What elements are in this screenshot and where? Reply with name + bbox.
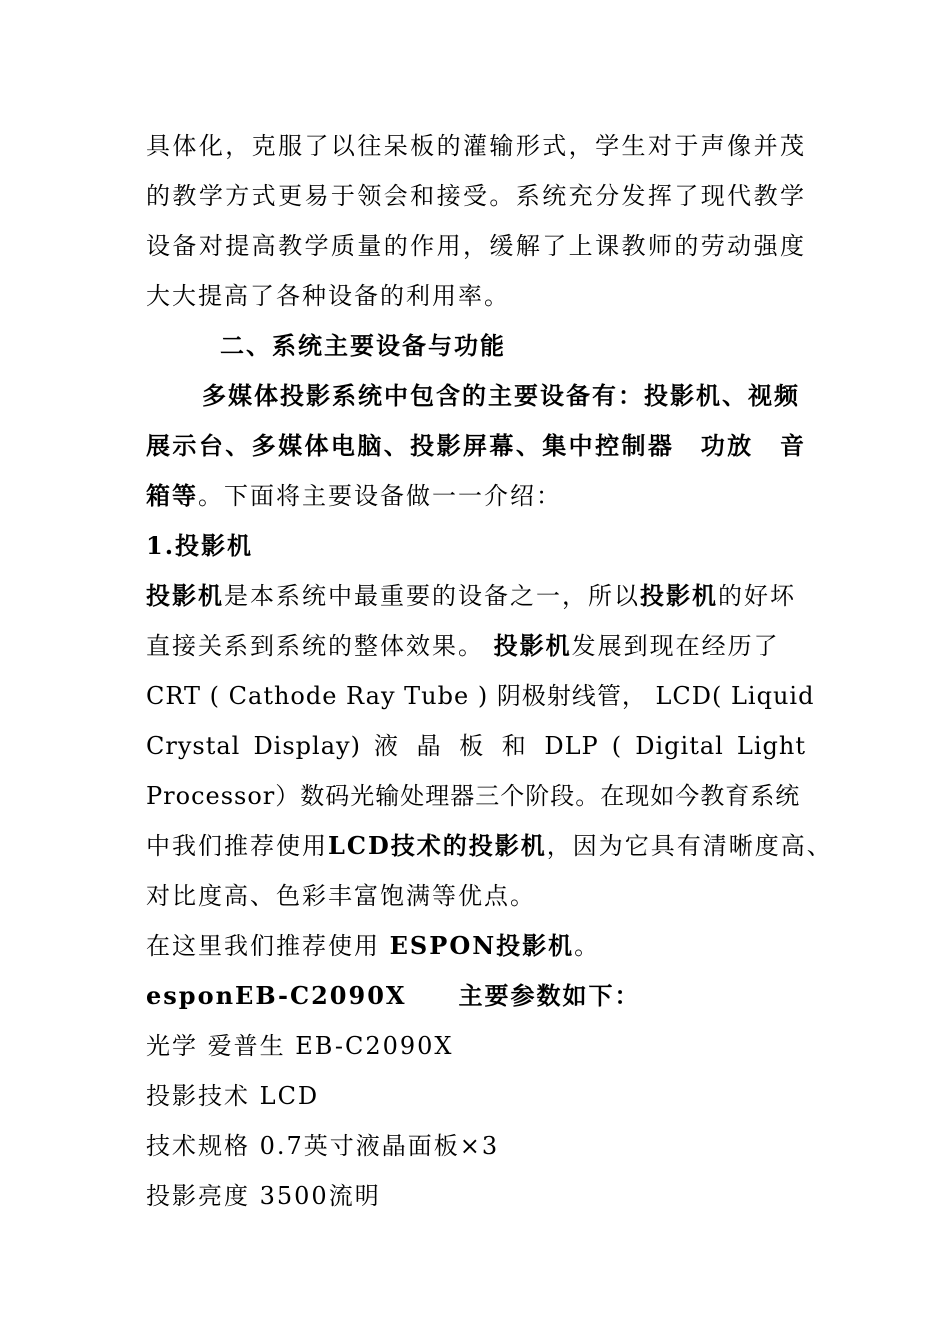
- paragraph-line: Processor）数码光输处理器三个阶段。在现如今教育系统: [146, 782, 801, 810]
- paragraph-line: [146, 928, 806, 964]
- paragraph-line: [146, 578, 806, 614]
- subsection-heading: 1.投影机: [146, 531, 254, 560]
- paragraph-line: 的教学方式更易于领会和接受。系统充分发挥了现代教学: [146, 182, 806, 210]
- spec-line: 投影技术 LCD: [146, 1082, 320, 1110]
- spec-line: 光学 爱普生 EB-C2090X: [146, 1032, 454, 1060]
- paragraph-line: 大大提高了各种设备的利用率。: [146, 282, 510, 310]
- text: 在这里我们推荐使用: [146, 932, 390, 960]
- paragraph-line: [146, 628, 806, 664]
- text: 。: [574, 932, 601, 960]
- spec-line: 技术规格 0.7英寸液晶面板×3: [146, 1132, 500, 1160]
- bold-text: 投影机: [146, 581, 224, 610]
- model-heading: esponEB-C2090X 主要参数如下：: [146, 981, 641, 1010]
- spec-line: 投影亮度 3500流明: [146, 1182, 381, 1210]
- text: 中我们推荐使用: [146, 832, 328, 860]
- section-heading: 二、系统主要设备与功能: [220, 331, 506, 360]
- text: 发展到现在经历了: [571, 632, 780, 660]
- paragraph-line: Crystal Display) 液 晶 板 和 DLP ( Digital Light: [146, 732, 806, 760]
- bold-text: 投影机: [640, 581, 718, 610]
- paragraph-line: CRT ( Cathode Ray Tube ) 阴极射线管， LCD( Liquid: [146, 682, 815, 710]
- text: 直接关系到系统的整体效果。: [146, 632, 494, 660]
- bold-text: LCD技术的投影机: [328, 831, 547, 860]
- paragraph-line: [146, 478, 806, 514]
- bold-text: ESPON投影机: [389, 931, 575, 960]
- paragraph-line: 具体化，克服了以往呆板的灌输形式，学生对于声像并茂: [146, 132, 806, 160]
- text: 。下面将主要设备做一一介绍：: [198, 482, 562, 510]
- paragraph-line: 多媒体投影系统中包含的主要设备有：投影机、视频: [202, 381, 800, 410]
- paragraph-line: 展示台、多媒体电脑、投影屏幕、集中控制器 功放 音: [146, 431, 806, 460]
- paragraph-line: 对比度高、色彩丰富饱满等优点。: [146, 882, 536, 910]
- text: ，因为它具有清晰度高、: [546, 832, 833, 860]
- text: 是本系统中最重要的设备之一，所以: [224, 582, 640, 610]
- bold-text: 箱等: [146, 481, 198, 510]
- paragraph-line: [146, 828, 833, 864]
- paragraph-line: 设备对提高教学质量的作用，缓解了上课教师的劳动强度: [146, 232, 806, 260]
- bold-text: 投影机: [493, 631, 572, 660]
- text: 的好坏: [718, 582, 796, 610]
